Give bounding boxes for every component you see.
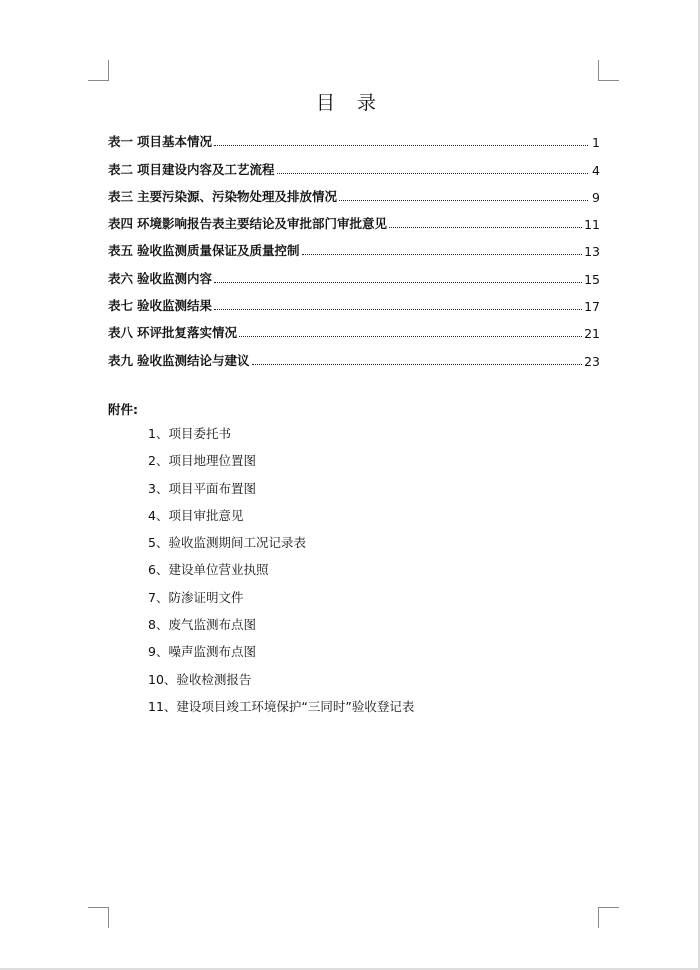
attachment-item: 7、防渗证明文件	[148, 589, 244, 605]
crop-mark-top-left	[88, 60, 109, 81]
toc-page-number: 17	[584, 299, 600, 315]
toc-entry[interactable]	[108, 287, 600, 314]
toc-entry-text: 验收监测结论与建议	[137, 352, 250, 368]
toc-entry-number: 表二	[108, 161, 134, 177]
toc-dot-leader	[239, 335, 582, 337]
attachments-heading: 附件:	[108, 402, 138, 417]
attachment-item: 4、项目审批意见	[148, 507, 244, 523]
toc-entry-number: 表一	[108, 134, 134, 150]
toc-page-number: 11	[584, 217, 600, 233]
toc-dot-leader	[214, 281, 582, 283]
toc-dot-leader	[214, 308, 582, 310]
toc-page-number: 4	[592, 162, 600, 178]
toc-entry-text: 主要污染源、污染物处理及排放情况	[137, 188, 338, 204]
toc-entry[interactable]	[108, 123, 600, 150]
attachments-list	[148, 420, 414, 720]
toc-entry-number: 表九	[108, 352, 134, 368]
toc-entry-label	[108, 160, 275, 178]
toc-entry-text: 环境影响报告表主要结论及审批部门审批意见	[137, 216, 388, 232]
toc-entry-number: 表六	[108, 270, 134, 286]
crop-mark-bottom-left	[88, 907, 109, 928]
toc-entry-text: 项目建设内容及工艺流程	[137, 161, 275, 177]
toc-entry-label	[108, 132, 212, 150]
toc-entry[interactable]	[108, 341, 600, 368]
toc-dot-leader	[389, 226, 582, 228]
toc-entry[interactable]	[108, 150, 600, 177]
toc-entry-number: 表四	[108, 216, 134, 232]
attachment-item: 6、建设单位营业执照	[148, 562, 269, 578]
toc-dot-leader	[302, 253, 583, 255]
attachment-item: 5、验收监测期间工况记录表	[148, 535, 306, 551]
toc-entry-text: 验收监测结果	[137, 298, 213, 314]
toc-entry[interactable]	[108, 232, 600, 259]
attachment-item: 11、建设项目竣工环境保护“三同时”验收登记表	[148, 698, 415, 714]
page-title: 目 录	[315, 92, 385, 114]
crop-mark-bottom-right	[598, 907, 619, 928]
toc-entry-label	[108, 351, 250, 369]
toc-entry-number: 表八	[108, 325, 134, 341]
toc-page-number: 15	[584, 271, 600, 287]
attachment-item: 8、废气监测布点图	[148, 617, 256, 633]
toc-entry-text: 项目基本情况	[137, 134, 213, 150]
toc-page-number: 23	[584, 353, 600, 369]
toc-entry-label	[108, 269, 212, 287]
toc-page-number: 13	[584, 244, 600, 260]
toc-page-number: 9	[592, 189, 600, 205]
attachment-item: 10、验收检测报告	[148, 671, 252, 687]
toc-dot-leader	[277, 172, 588, 174]
toc-entry[interactable]	[108, 259, 600, 286]
toc-entry-label	[108, 323, 237, 341]
toc-entry[interactable]	[108, 205, 600, 232]
crop-mark-top-right	[598, 60, 619, 81]
toc-page-number: 21	[584, 326, 600, 342]
toc-entry-text: 验收监测内容	[137, 270, 213, 286]
table-of-contents	[108, 123, 600, 369]
attachment-item: 1、项目委托书	[148, 426, 231, 441]
attachment-item: 9、噪声监测布点图	[148, 644, 256, 660]
toc-entry-number: 表五	[108, 243, 134, 259]
toc-dot-leader	[214, 144, 588, 146]
toc-entry[interactable]	[108, 314, 600, 341]
toc-entry-number: 表三	[108, 188, 134, 204]
toc-entry-label	[108, 214, 387, 232]
toc-entry-label	[108, 187, 337, 205]
toc-entry-text: 验收监测质量保证及质量控制	[137, 243, 300, 259]
attachment-item: 2、项目地理位置图	[148, 453, 256, 469]
attachment-item: 3、项目平面布置图	[148, 480, 256, 496]
toc-dot-leader	[339, 199, 588, 201]
toc-page-number: 1	[592, 135, 600, 151]
toc-dot-leader	[252, 363, 583, 365]
toc-entry-number: 表七	[108, 298, 134, 314]
toc-entry[interactable]	[108, 178, 600, 205]
toc-entry-label	[108, 296, 212, 314]
toc-entry-text: 环评批复落实情况	[137, 325, 238, 341]
toc-entry-label	[108, 241, 300, 259]
